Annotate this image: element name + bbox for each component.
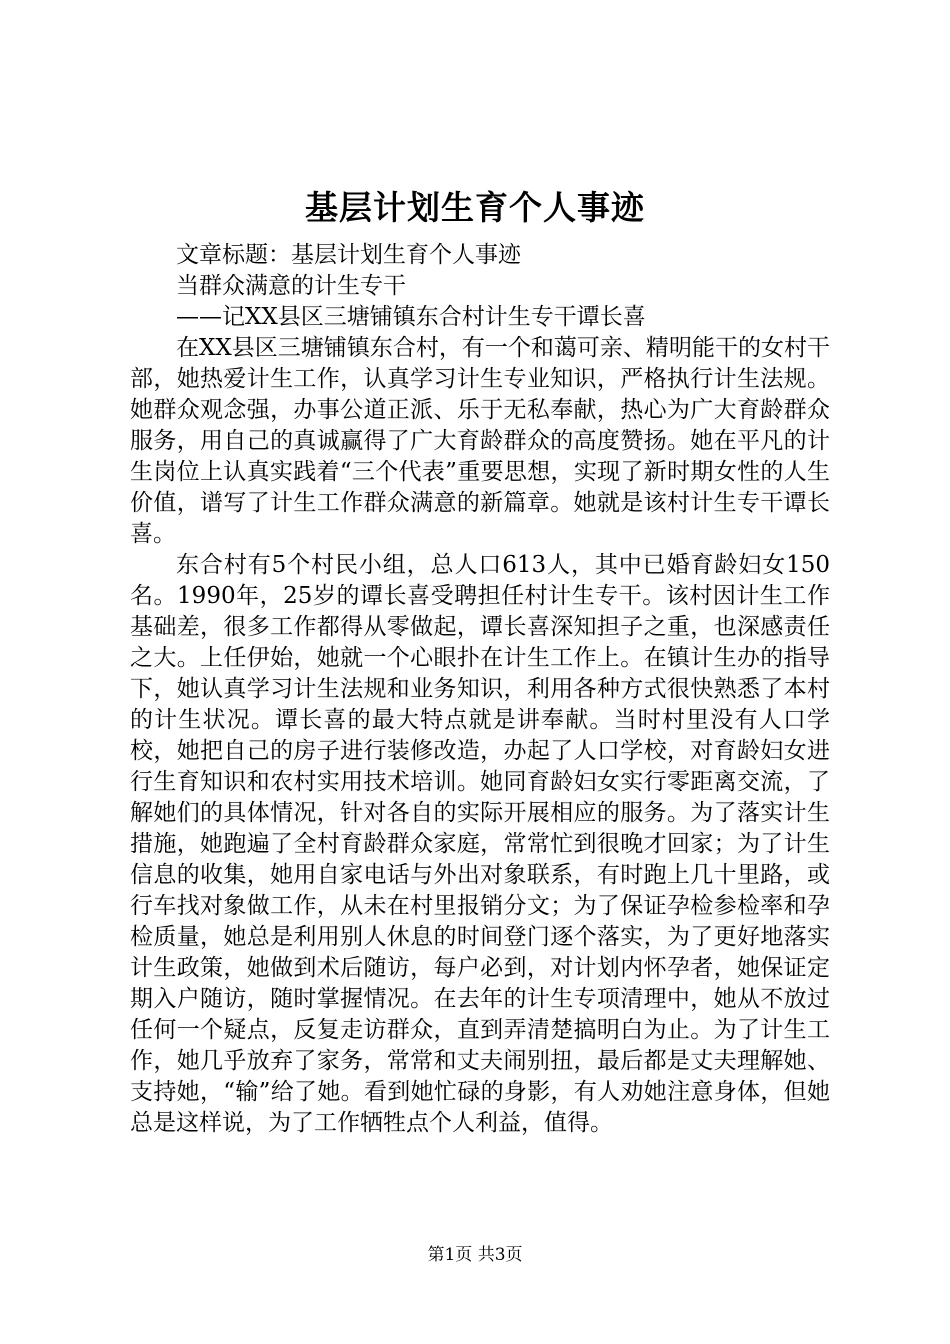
subheadline-line: ——记XX县区三塘铺镇东合村计生专干谭长喜 xyxy=(176,304,646,330)
body-paragraph-1: 在XX县区三塘铺镇东合村，有一个和蔼可亲、精明能干的女村干部，她热爱计生工作，认真学习计生专业知识，严格执行计生法规。她群众观念强，办事公道正派、乐于无私奉献，热心为广大育龄群众服务，用自己的真诚赢得了广大育龄群众的高度赞扬。她在平凡的计生岗位上认真实践着“三个代表”重要思想，实现了新时期女性的人生价值，谱写了计生工作群众满意的新篇章。她就是该村计生专干谭长喜。 xyxy=(130,335,830,547)
article-title-line: 文章标题：基层计划生育个人事迹 xyxy=(176,242,521,268)
headline-line: 当群众满意的计生专干 xyxy=(176,273,406,299)
page-footer: 第1页 共3页 xyxy=(427,1245,523,1265)
body-paragraph-2: 东合村有5个村民小组，总人口613人，其中已婚育龄妇女150名。1990年，25岁的谭长喜受聘担任村计生专干。该村因计生工作基础差，很多工作都得从零做起，谭长喜深知担子之重，也深感责任之大。上任伊始，她就一个心眼扑在计生工作上。在镇计生办的指导下，她认真学习计生法规和业务知识，利用各种方式很快熟悉了本村的计生状况。谭长喜的最大特点就是讲奉献。当时村里没有人口学校，她把自己的房子进行装修改造，办起了人口学校，对育龄妇女进行生育知识和农村实用技术培训。她同育龄妇女实行零距离交流，了解她们的具体情况，针对各自的实际开展相应的服务。为了落实计生措施，她跑遍了全村育龄群众家庭，常常忙到很晚才回家；为了计生信息的收集，她用自家电话与外出对象联系，有时跑上几十里路，或行车找对象做工作，从未在村里报销分文；为了保证孕检参检率和孕检质量，她总是利用别人休息的时间登门逐个落实，为了更好地落实计生政策，她做到术后随访，每户必到，对计划内怀孕者，她保证定期入户随访，随时掌握情况。在去年的计生专项清理中，她从不放过任何一个疑点，反复走访群众，直到弄清楚搞明白为止。为了计生工作，她几乎放弃了家务，常常和丈夫闹别扭，最后都是丈夫理解她、支持她，“输”给了她。看到她忙碌的身影，有人劝她注意身体，但她总是这样说，为了工作牺牲点个人利益，值得。 xyxy=(130,552,830,1136)
document-title: 基层计划生育个人事迹 xyxy=(305,188,645,227)
document-body xyxy=(130,240,830,1139)
